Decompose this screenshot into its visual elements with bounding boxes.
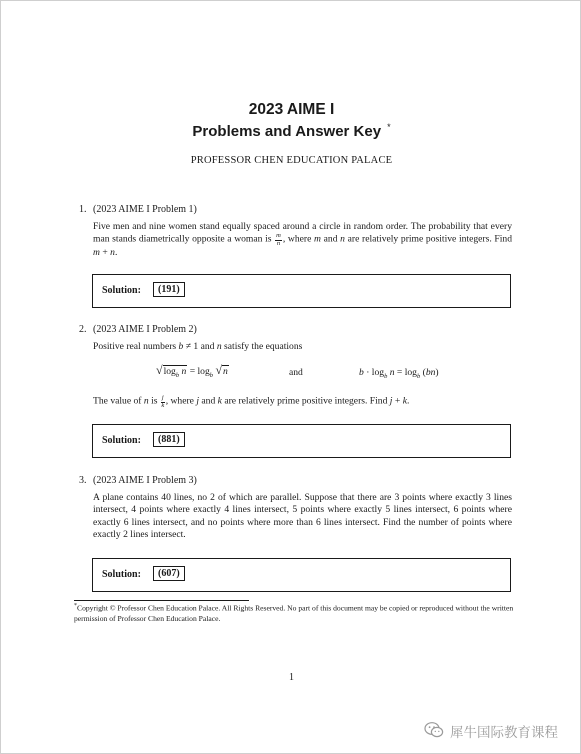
equation-1: $√\log_b$ $n = \log_b √n$: [156, 363, 228, 379]
watermark: [424, 720, 574, 742]
page-number: 1: [289, 672, 294, 683]
subtitle-text: Problems and Answer Key: [192, 123, 382, 140]
equation-2: $b \cdot \log_b n = \log_b (bn)$: [359, 367, 439, 380]
equation-connector: and: [289, 367, 303, 378]
footnote-text: Copyright © Professor Chen Education Palace. All Rights Reserved. No part of this document may be copied or reproduced without the written permission of Professor Chen Education Palace.: [74, 603, 514, 623]
solution-label: Solution:: [102, 435, 141, 446]
answer-box: (881): [153, 432, 185, 447]
answer-box: (607): [153, 566, 185, 581]
problem-2-statement-question: The value of n is $\frac{j}{k}$ , where j and k are relatively prime positive integers. Find j + k.: [93, 394, 410, 409]
document-title: 2023 AIME I: [248, 101, 335, 118]
problem-1-title: (2023 AIME I Problem 1): [93, 204, 197, 215]
solution-label: Solution:: [102, 285, 141, 296]
problem-3-solution-box: [92, 558, 511, 592]
problem-1-solution-box: [92, 274, 511, 308]
problem-2-statement-intro: Positive real numbers b ≠ 1 and n satisfy the equations: [93, 341, 303, 352]
problem-3-title: (2023 AIME I Problem 3): [93, 475, 197, 486]
problem-2-title: (2023 AIME I Problem 2): [93, 324, 197, 335]
document-subtitle: [1, 122, 581, 140]
problem-1-statement: Five men and nine women stand equally spaced around a circle in random order. The probability that every man stands diametrically opposite a woman is $\frac{m}{n}$ , where m and n are relatively prime positive integers. Find m + n.: [93, 221, 513, 259]
copyright-footnote: [74, 601, 514, 624]
author-line: PROFESSOR CHEN EDUCATION PALACE: [190, 155, 393, 166]
wechat-icon: [424, 721, 444, 739]
problem-3-statement: A plane contains 40 lines, no 2 of which are parallel. Suppose that there are 3 points where exactly 3 lines intersect, 4 points where exactly 4 lines intersect, 5 points where exactly 5 lines intersect, 6 points where exactly 6 lines intersect, and no points where more than 6 lines intersect. Find the number of points where exactly 2 lines intersect.: [93, 492, 512, 541]
problem-3-number: 3.: [79, 475, 87, 486]
problem-1-number: 1.: [79, 204, 87, 215]
problem-2-solution-box: [92, 424, 511, 458]
footnote-marker: *: [387, 122, 391, 132]
answer-box: (191): [153, 282, 185, 297]
footnote-mark: *: [74, 603, 77, 609]
solution-label: Solution:: [102, 569, 141, 580]
watermark-text: 犀牛国际教育课程: [450, 725, 558, 741]
problem-2-number: 2.: [79, 324, 87, 335]
